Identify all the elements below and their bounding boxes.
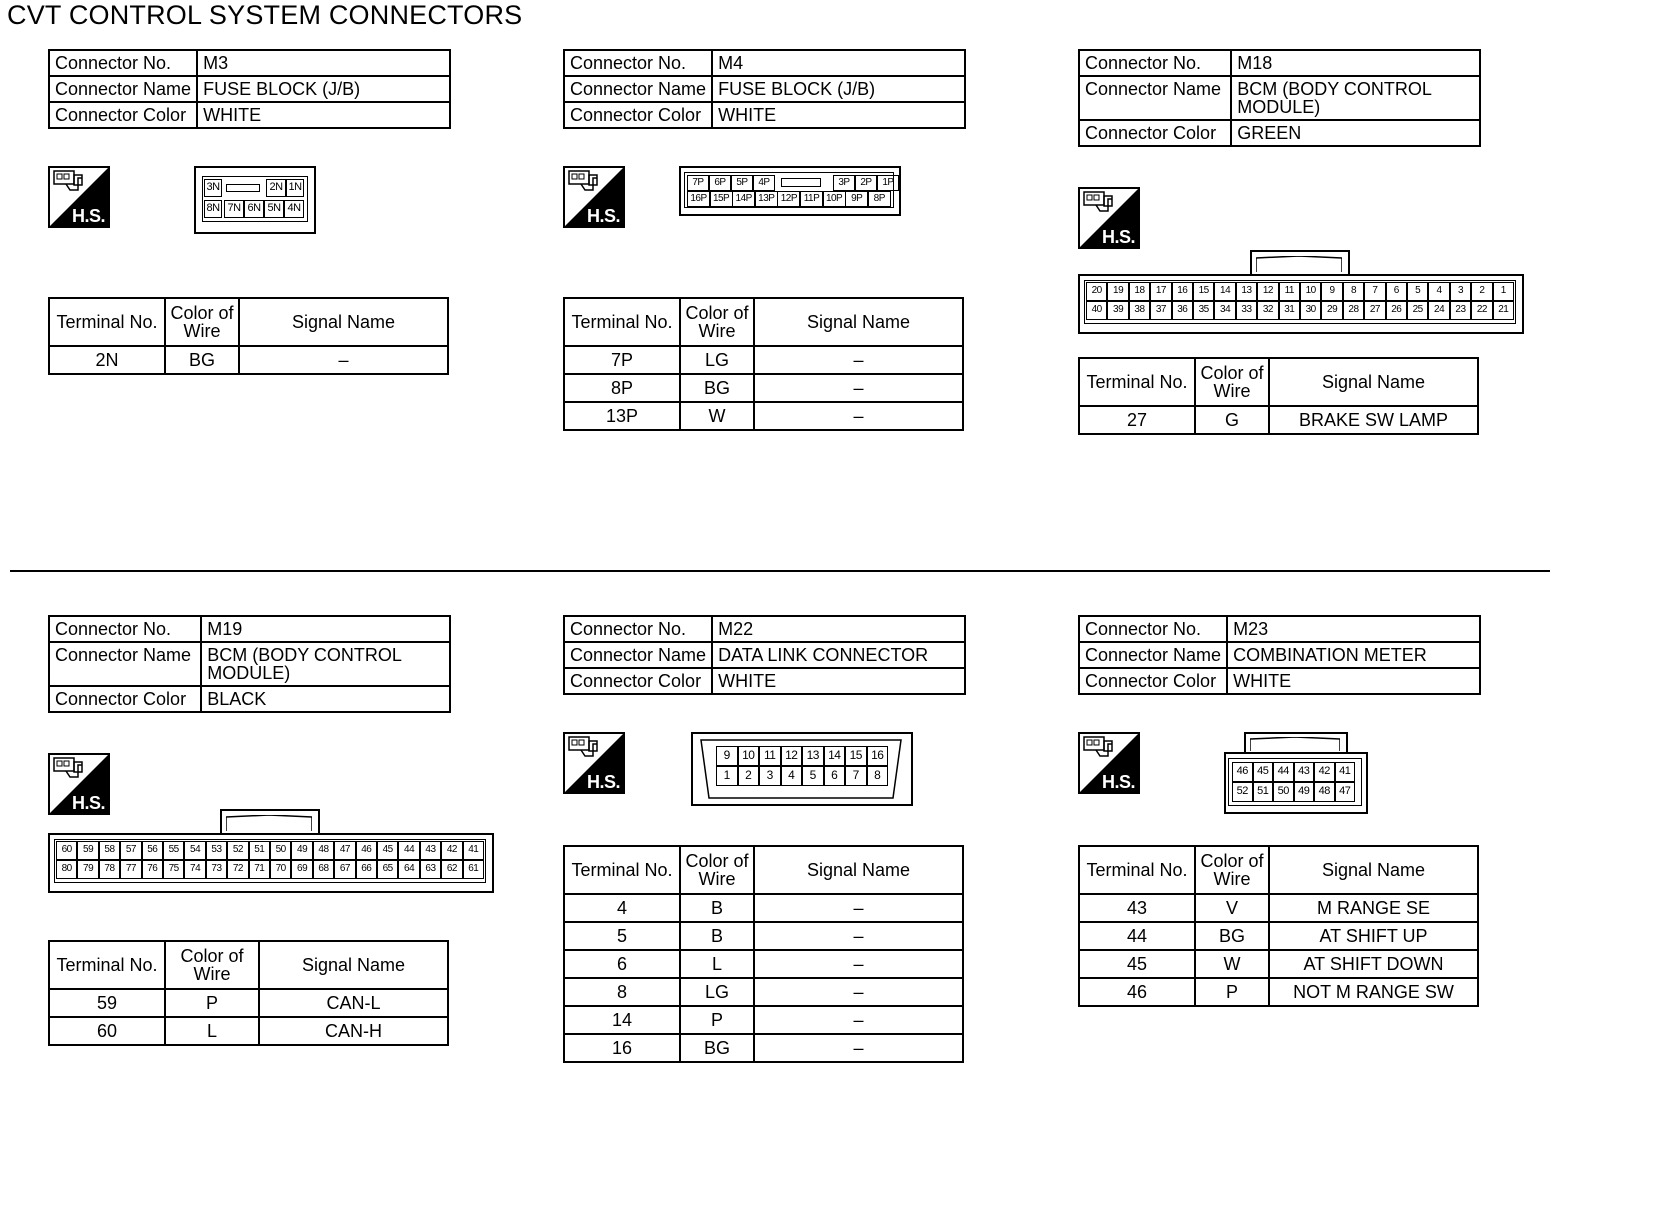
hs-icon xyxy=(563,166,625,228)
section-divider xyxy=(10,570,1550,572)
wire-color: B xyxy=(680,922,754,950)
pin: 78 xyxy=(99,860,120,879)
pin: 4 xyxy=(781,766,803,786)
connector-m3 xyxy=(48,49,568,549)
pin: 1 xyxy=(716,766,738,786)
wire-color: W xyxy=(680,402,754,430)
pin: 16 xyxy=(1172,282,1193,301)
terminal-no-header: Terminal No. xyxy=(1079,358,1195,406)
terminal-no: 46 xyxy=(1079,978,1195,1006)
connector-no-value: M4 xyxy=(712,50,965,76)
pin: 13 xyxy=(802,746,824,766)
pin: 79 xyxy=(77,860,98,879)
pin: 12 xyxy=(781,746,803,766)
connector-info-table xyxy=(1078,49,1481,147)
pin: 48 xyxy=(313,841,334,860)
connector-name-value: FUSE BLOCK (J/B) xyxy=(712,76,965,102)
pin: 7 xyxy=(1364,282,1385,301)
pin: 21 xyxy=(1493,301,1514,320)
connector-name-value: BCM (BODY CONTROL MODULE) xyxy=(201,642,450,686)
table-row xyxy=(1079,894,1478,922)
pin: 5 xyxy=(1407,282,1428,301)
pin: 5 xyxy=(802,766,824,786)
wire-color: BG xyxy=(165,346,239,374)
terminal-no: 16 xyxy=(564,1034,680,1062)
pin: 25 xyxy=(1407,301,1428,320)
pin: 4N xyxy=(284,200,304,218)
pin: 77 xyxy=(120,860,141,879)
pin: 49 xyxy=(291,841,312,860)
pin: 48 xyxy=(1314,782,1335,802)
wire-color: L xyxy=(165,1017,259,1045)
pin: 55 xyxy=(163,841,184,860)
pin: 51 xyxy=(1253,782,1274,802)
pin: 15 xyxy=(845,746,867,766)
connector-name-label: Connector Name xyxy=(564,76,712,102)
connector-no-label: Connector No. xyxy=(1079,616,1227,642)
terminal-no: 27 xyxy=(1079,406,1195,434)
connector-info-table xyxy=(48,615,451,713)
terminal-no: 43 xyxy=(1079,894,1195,922)
pin: 76 xyxy=(142,860,163,879)
pin: 41 xyxy=(1335,762,1356,782)
pin: 7P xyxy=(687,175,709,191)
pin: 11P xyxy=(800,191,823,207)
connector-color-value: WHITE xyxy=(712,668,965,694)
signal-name: – xyxy=(754,978,963,1006)
pin: 6P xyxy=(709,175,731,191)
wire-color: BG xyxy=(680,1034,754,1062)
pin: 46 xyxy=(1232,762,1253,782)
terminal-table xyxy=(563,845,964,1063)
signal-name: – xyxy=(754,402,963,430)
connector-color-value: WHITE xyxy=(1227,668,1480,694)
connector-color-label: Connector Color xyxy=(49,686,201,712)
pin: 19 xyxy=(1107,282,1128,301)
connector-no-label: Connector No. xyxy=(564,50,712,76)
connector-color-value: BLACK xyxy=(201,686,450,712)
table-row xyxy=(564,950,963,978)
terminal-no: 14 xyxy=(564,1006,680,1034)
pin: 5P xyxy=(731,175,753,191)
table-row xyxy=(564,374,963,402)
pin: 56 xyxy=(142,841,163,860)
pin: 50 xyxy=(1273,782,1294,802)
pin: 54 xyxy=(184,841,205,860)
connector-key xyxy=(226,815,312,831)
pin: 32 xyxy=(1257,301,1278,320)
signal-name: – xyxy=(754,374,963,402)
connector-m4 xyxy=(563,49,1083,549)
connector-name-value: DATA LINK CONNECTOR xyxy=(712,642,965,668)
pin: 2 xyxy=(1471,282,1492,301)
table-row xyxy=(1079,950,1478,978)
pin: 62 xyxy=(441,860,462,879)
pin: 42 xyxy=(1314,762,1335,782)
pin: 43 xyxy=(1294,762,1315,782)
connector-color-value: WHITE xyxy=(197,102,450,128)
pin: 15 xyxy=(1193,282,1214,301)
table-row xyxy=(1079,978,1478,1006)
pin: 31 xyxy=(1279,301,1300,320)
hs-icon xyxy=(1078,732,1140,794)
pin: 26 xyxy=(1386,301,1407,320)
color-of-wire-header: Color of Wire xyxy=(1195,358,1269,406)
pin: 37 xyxy=(1150,301,1171,320)
connector-color-label: Connector Color xyxy=(1079,668,1227,694)
pin: 43 xyxy=(420,841,441,860)
connector-m23 xyxy=(1078,615,1598,1115)
pin: 38 xyxy=(1129,301,1150,320)
connector-no-value: M18 xyxy=(1231,50,1480,76)
connector-color-label: Connector Color xyxy=(564,668,712,694)
connector-m22 xyxy=(563,615,1083,1115)
table-row xyxy=(564,1034,963,1062)
pin: 40 xyxy=(1086,301,1107,320)
pin: 34 xyxy=(1214,301,1235,320)
connector-key xyxy=(1256,256,1342,272)
wire-color: P xyxy=(165,989,259,1017)
pin: 8 xyxy=(1343,282,1364,301)
pin: 10 xyxy=(738,746,760,766)
connector-name-label: Connector Name xyxy=(564,642,712,668)
pin: 47 xyxy=(334,841,355,860)
pin: 36 xyxy=(1172,301,1193,320)
table-row xyxy=(49,989,448,1017)
connector-color-label: Connector Color xyxy=(1079,120,1231,146)
pin: 46 xyxy=(356,841,377,860)
signal-name-header: Signal Name xyxy=(754,846,963,894)
pin: 4P xyxy=(753,175,775,191)
pin: 18 xyxy=(1129,282,1150,301)
pin: 80 xyxy=(56,860,77,879)
pin: 11 xyxy=(759,746,781,766)
connector-name-label: Connector Name xyxy=(1079,642,1227,668)
terminal-no: 5 xyxy=(564,922,680,950)
pin: 68 xyxy=(313,860,334,879)
pin: 3N xyxy=(204,179,222,197)
terminal-no: 44 xyxy=(1079,922,1195,950)
hs-label: H.S. xyxy=(587,772,621,792)
terminal-no: 2N xyxy=(49,346,165,374)
wire-color: P xyxy=(680,1006,754,1034)
signal-name: NOT M RANGE SW xyxy=(1269,978,1478,1006)
pin: 66 xyxy=(356,860,377,879)
terminal-table xyxy=(48,297,449,375)
connector-no-label: Connector No. xyxy=(49,50,197,76)
pin: 28 xyxy=(1343,301,1364,320)
connector-color-label: Connector Color xyxy=(49,102,197,128)
hs-label: H.S. xyxy=(1102,772,1136,792)
pin: 70 xyxy=(270,860,291,879)
terminal-no-header: Terminal No. xyxy=(49,941,165,989)
pin: 13P xyxy=(755,191,778,207)
pin: 22 xyxy=(1471,301,1492,320)
pin: 12 xyxy=(1257,282,1278,301)
table-row xyxy=(564,1006,963,1034)
connector-no-label: Connector No. xyxy=(1079,50,1231,76)
hs-label: H.S. xyxy=(72,793,106,813)
pin: 23 xyxy=(1450,301,1471,320)
wire-color: LG xyxy=(680,978,754,1006)
connector-name-label: Connector Name xyxy=(49,76,197,102)
pin: 9 xyxy=(1321,282,1342,301)
pin: 44 xyxy=(1273,762,1294,782)
connector-color-value: GREEN xyxy=(1231,120,1480,146)
connector-key xyxy=(1250,737,1340,751)
table-row xyxy=(564,894,963,922)
terminal-table xyxy=(48,940,449,1046)
color-of-wire-header: Color of Wire xyxy=(680,846,754,894)
pin: 11 xyxy=(1279,282,1300,301)
pin: 65 xyxy=(377,860,398,879)
pin: 57 xyxy=(120,841,141,860)
terminal-no: 6 xyxy=(564,950,680,978)
pin: 41 xyxy=(463,841,484,860)
pin: 3P xyxy=(833,175,855,191)
terminal-no-header: Terminal No. xyxy=(1079,846,1195,894)
connector-m19 xyxy=(48,615,568,1115)
signal-name: – xyxy=(754,1006,963,1034)
connector-info-table xyxy=(563,615,966,695)
pin: 42 xyxy=(441,841,462,860)
terminal-no-header: Terminal No. xyxy=(564,846,680,894)
pin: 69 xyxy=(291,860,312,879)
connector-info-table xyxy=(48,49,451,129)
connector-color-value: WHITE xyxy=(712,102,965,128)
pin: 49 xyxy=(1294,782,1315,802)
signal-name: AT SHIFT DOWN xyxy=(1269,950,1478,978)
pin: 59 xyxy=(77,841,98,860)
pin: 51 xyxy=(249,841,270,860)
pin: 8P xyxy=(868,191,891,207)
connector-name-label: Connector Name xyxy=(49,642,201,686)
pin: 1 xyxy=(1493,282,1514,301)
signal-name: – xyxy=(239,346,448,374)
terminal-no: 4 xyxy=(564,894,680,922)
wire-color: G xyxy=(1195,406,1269,434)
wire-color: W xyxy=(1195,950,1269,978)
pin: 8 xyxy=(867,766,889,786)
pin: 50 xyxy=(270,841,291,860)
connector-info-table xyxy=(1078,615,1481,695)
pin: 6 xyxy=(824,766,846,786)
terminal-no: 45 xyxy=(1079,950,1195,978)
pin: 9 xyxy=(716,746,738,766)
pin: 16P xyxy=(687,191,710,207)
pin: 58 xyxy=(99,841,120,860)
connector-no-value: M3 xyxy=(197,50,450,76)
wire-color: B xyxy=(680,894,754,922)
terminal-table xyxy=(563,297,964,431)
color-of-wire-header: Color of Wire xyxy=(165,941,259,989)
pin: 14P xyxy=(732,191,755,207)
connector-name-value: FUSE BLOCK (J/B) xyxy=(197,76,450,102)
terminal-no: 8 xyxy=(564,978,680,1006)
pin: 3 xyxy=(759,766,781,786)
terminal-no: 59 xyxy=(49,989,165,1017)
table-row xyxy=(564,402,963,430)
pin: 52 xyxy=(227,841,248,860)
table-row xyxy=(564,346,963,374)
pin: 14 xyxy=(824,746,846,766)
pin: 24 xyxy=(1428,301,1449,320)
pin: 67 xyxy=(334,860,355,879)
signal-name-header: Signal Name xyxy=(1269,358,1478,406)
hs-icon xyxy=(48,166,110,228)
pin: 63 xyxy=(420,860,441,879)
terminal-no: 8P xyxy=(564,374,680,402)
signal-name: M RANGE SE xyxy=(1269,894,1478,922)
signal-name: CAN-H xyxy=(259,1017,448,1045)
pin: 16 xyxy=(867,746,889,766)
connector-no-value: M19 xyxy=(201,616,450,642)
pin: 9P xyxy=(845,191,868,207)
signal-name: – xyxy=(754,346,963,374)
table-row xyxy=(1079,406,1478,434)
pin: 14 xyxy=(1214,282,1235,301)
hs-icon xyxy=(1078,187,1140,249)
terminal-no-header: Terminal No. xyxy=(49,298,165,346)
color-of-wire-header: Color of Wire xyxy=(680,298,754,346)
terminal-no: 60 xyxy=(49,1017,165,1045)
terminal-no: 7P xyxy=(564,346,680,374)
signal-name: – xyxy=(754,894,963,922)
pin: 1P xyxy=(877,175,899,191)
connector-no-label: Connector No. xyxy=(564,616,712,642)
connector-no-value: M22 xyxy=(712,616,965,642)
color-of-wire-header: Color of Wire xyxy=(1195,846,1269,894)
table-row xyxy=(564,922,963,950)
hs-label: H.S. xyxy=(1102,227,1136,247)
pin: 71 xyxy=(249,860,270,879)
connector-name-value: BCM (BODY CONTROL MODULE) xyxy=(1231,76,1480,120)
wire-color: P xyxy=(1195,978,1269,1006)
signal-name: BRAKE SW LAMP xyxy=(1269,406,1478,434)
wire-color: L xyxy=(680,950,754,978)
signal-name: – xyxy=(754,1034,963,1062)
connector-info-table xyxy=(563,49,966,129)
pin: 8N xyxy=(204,200,222,218)
pin: 33 xyxy=(1236,301,1257,320)
pin: 13 xyxy=(1236,282,1257,301)
pin: 20 xyxy=(1086,282,1107,301)
pin: 60 xyxy=(56,841,77,860)
hs-icon xyxy=(48,753,110,815)
pin: 45 xyxy=(377,841,398,860)
pin: 10P xyxy=(823,191,846,207)
pin: 64 xyxy=(398,860,419,879)
pin: 35 xyxy=(1193,301,1214,320)
pin: 52 xyxy=(1232,782,1253,802)
connector-m18 xyxy=(1078,49,1598,549)
pin: 7N xyxy=(224,200,244,218)
signal-name: CAN-L xyxy=(259,989,448,1017)
pin: 61 xyxy=(463,860,484,879)
pin: 29 xyxy=(1321,301,1342,320)
table-row xyxy=(49,1017,448,1045)
pin: 12P xyxy=(777,191,800,207)
signal-name: – xyxy=(754,950,963,978)
pin: 73 xyxy=(206,860,227,879)
pin: 3 xyxy=(1450,282,1471,301)
connector-color-label: Connector Color xyxy=(564,102,712,128)
pin: 45 xyxy=(1253,762,1274,782)
wire-color: BG xyxy=(1195,922,1269,950)
pin: 2 xyxy=(738,766,760,786)
wire-color: BG xyxy=(680,374,754,402)
signal-name-header: Signal Name xyxy=(259,941,448,989)
color-of-wire-header: Color of Wire xyxy=(165,298,239,346)
signal-name-header: Signal Name xyxy=(239,298,448,346)
pin: 53 xyxy=(206,841,227,860)
connector-name-value: COMBINATION METER xyxy=(1227,642,1480,668)
hs-icon xyxy=(563,732,625,794)
pin: 17 xyxy=(1150,282,1171,301)
pin: 6 xyxy=(1386,282,1407,301)
signal-name-header: Signal Name xyxy=(754,298,963,346)
pin: 30 xyxy=(1300,301,1321,320)
terminal-table xyxy=(1078,845,1479,1007)
signal-name: – xyxy=(754,922,963,950)
pin: 39 xyxy=(1107,301,1128,320)
pin: 1N xyxy=(286,179,304,197)
pin: 44 xyxy=(398,841,419,860)
page-title: CVT CONTROL SYSTEM CONNECTORS xyxy=(7,0,523,30)
pin: 4 xyxy=(1428,282,1449,301)
signal-name-header: Signal Name xyxy=(1269,846,1478,894)
pin: 7 xyxy=(845,766,867,786)
pin: 2P xyxy=(855,175,877,191)
terminal-no-header: Terminal No. xyxy=(564,298,680,346)
connector-latch xyxy=(226,184,260,192)
pin: 47 xyxy=(1335,782,1356,802)
terminal-table xyxy=(1078,357,1479,435)
pin: 6N xyxy=(244,200,264,218)
signal-name: AT SHIFT UP xyxy=(1269,922,1478,950)
hs-label: H.S. xyxy=(72,206,106,226)
pin: 10 xyxy=(1300,282,1321,301)
pin: 5N xyxy=(264,200,284,218)
pin: 2N xyxy=(266,179,286,197)
pin: 72 xyxy=(227,860,248,879)
table-row xyxy=(49,346,448,374)
table-row xyxy=(1079,922,1478,950)
wire-color: LG xyxy=(680,346,754,374)
pin: 75 xyxy=(163,860,184,879)
pin: 15P xyxy=(710,191,733,207)
connector-no-value: M23 xyxy=(1227,616,1480,642)
pin: 74 xyxy=(184,860,205,879)
pin: 27 xyxy=(1364,301,1385,320)
wire-color: V xyxy=(1195,894,1269,922)
connector-no-label: Connector No. xyxy=(49,616,201,642)
table-row xyxy=(564,978,963,1006)
terminal-no: 13P xyxy=(564,402,680,430)
hs-label: H.S. xyxy=(587,206,621,226)
connector-name-label: Connector Name xyxy=(1079,76,1231,120)
connector-latch xyxy=(781,178,821,187)
